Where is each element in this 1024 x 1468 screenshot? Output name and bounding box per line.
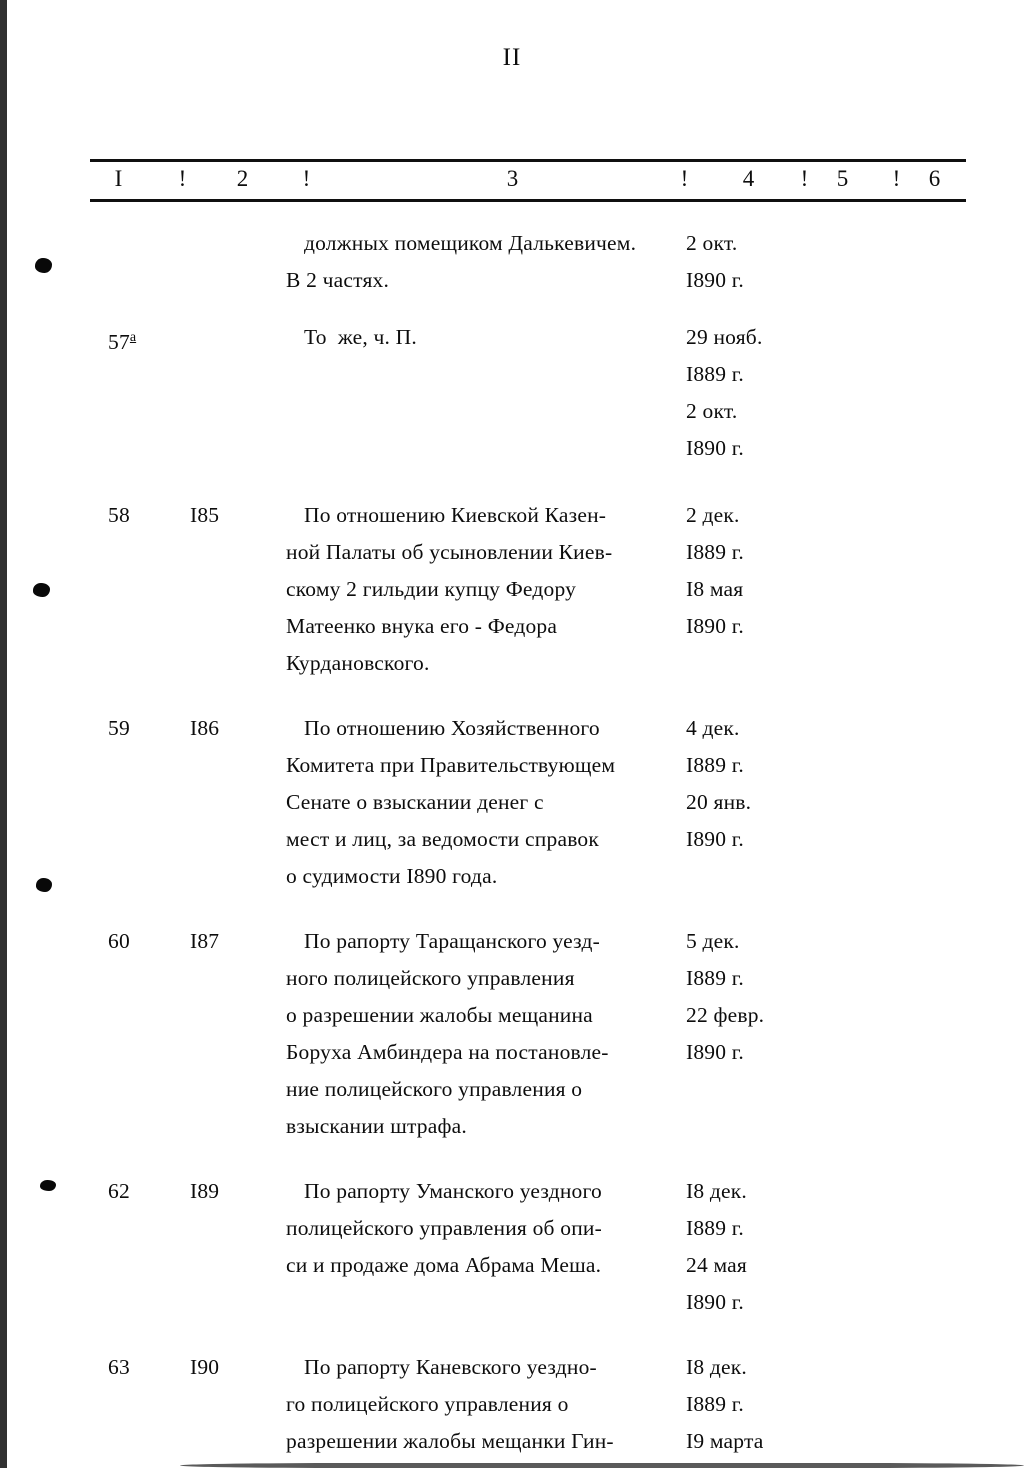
entry-number: 60	[108, 929, 130, 953]
entry-date-line: 2 окт.	[686, 399, 738, 423]
entry-date-line: I8 дек.	[686, 1355, 747, 1379]
entry-description-line: То же, ч. П.	[304, 325, 417, 349]
inventory-entry	[0, 710, 1024, 895]
entry-line	[0, 1349, 1024, 1386]
entry-inventory-number: I85	[190, 503, 220, 527]
column-separator-3: !	[680, 166, 690, 191]
entry-date-line: I889 г.	[686, 966, 744, 990]
column-separator-4: !	[800, 166, 810, 191]
entry-date-line: 20 янв.	[686, 790, 752, 814]
entry-number: 58	[108, 503, 130, 527]
entry-description-line: Комитета при Правительствующем	[286, 753, 616, 777]
entry-description-line: скому 2 гильдии купцу Федору	[286, 577, 577, 601]
entry-gap	[0, 682, 1024, 710]
column-header-row	[90, 166, 966, 198]
inventory-entry	[0, 1349, 1024, 1460]
page-number: II	[502, 44, 522, 71]
entry-description-line: взыскании штрафа.	[286, 1114, 467, 1138]
entry-description-line: о разрешении жалобы мещанина	[286, 1003, 593, 1027]
column-separator-5: !	[892, 166, 902, 191]
entry-line	[0, 1071, 1024, 1108]
entry-gap	[0, 1145, 1024, 1173]
entry-inventory-number: I90	[190, 1355, 220, 1379]
entry-description-line: ного полицейского управления	[286, 966, 575, 990]
inventory-entry	[0, 1173, 1024, 1321]
column-header-1: I	[114, 166, 124, 191]
entry-line	[0, 608, 1024, 645]
entry-line	[0, 997, 1024, 1034]
entry-line	[0, 497, 1024, 534]
entry-date-line: I889 г.	[686, 362, 744, 386]
entry-date-line: I8 мая	[686, 577, 744, 601]
entry-line	[0, 1423, 1024, 1460]
entry-description-line: По рапорту Таращанского уезд-	[304, 929, 600, 953]
entry-gap	[0, 895, 1024, 923]
entry-line	[0, 923, 1024, 960]
entry-number: 63	[108, 1355, 130, 1379]
column-separator-1: !	[178, 166, 188, 191]
entry-inventory-number: I87	[190, 929, 220, 953]
inventory-entry	[0, 497, 1024, 682]
entry-line	[0, 356, 1024, 393]
entry-date-line: I890 г.	[686, 268, 744, 292]
table-rule-top	[90, 159, 966, 162]
entry-description-line: должных помещиком Далькевичем.	[304, 231, 637, 255]
entry-line	[0, 821, 1024, 858]
entry-description-line: полицейского управления об опи-	[286, 1216, 602, 1240]
entry-inventory-number: I86	[190, 716, 220, 740]
entry-number-superscript: а	[129, 330, 137, 345]
entry-line	[0, 1108, 1024, 1145]
entry-description-line: го полицейского управления о	[286, 1392, 569, 1416]
entry-description-line: ной Палаты об усыновлении Киев-	[286, 540, 613, 564]
entry-line	[0, 1034, 1024, 1071]
entry-line	[0, 645, 1024, 682]
scan-edge-bottom	[180, 1463, 1024, 1468]
entry-description-line: Сенате о взыскании денег с	[286, 790, 544, 814]
entry-date-line: I8 дек.	[686, 1179, 747, 1203]
entry-date-line: I889 г.	[686, 540, 744, 564]
entry-gap	[0, 299, 1024, 319]
entry-line	[0, 430, 1024, 467]
entry-description-line: ние полицейского управления о	[286, 1077, 583, 1101]
inventory-entry	[0, 923, 1024, 1145]
entry-line	[0, 784, 1024, 821]
entry-line	[0, 747, 1024, 784]
column-header-4: 4	[742, 166, 756, 191]
entry-line	[0, 319, 1024, 356]
entry-gap	[0, 1321, 1024, 1349]
entry-description-line: си и продаже дома Абрама Меша.	[286, 1253, 602, 1277]
column-header-5: 5	[836, 166, 850, 191]
entry-date-line: 4 дек.	[686, 716, 740, 740]
entry-line	[0, 262, 1024, 299]
entry-line	[0, 225, 1024, 262]
entry-line	[0, 534, 1024, 571]
entry-description-line: мест и лиц, за ведомости справок	[286, 827, 599, 851]
entry-description-line: В 2 частях.	[286, 268, 390, 292]
entry-date-line: 24 мая	[686, 1253, 747, 1277]
column-header-3: 3	[506, 166, 520, 191]
entry-date-line: I890 г.	[686, 1040, 744, 1064]
entry-date-line: I890 г.	[686, 827, 744, 851]
entry-date-line: 2 окт.	[686, 231, 738, 255]
entry-description-line: По отношению Хозяйственного	[304, 716, 600, 740]
entry-line	[0, 858, 1024, 895]
entry-date-line: 2 дек.	[686, 503, 740, 527]
entry-line	[0, 960, 1024, 997]
entry-description-line: Боруха Амбиндера на постановле-	[286, 1040, 609, 1064]
entry-line	[0, 571, 1024, 608]
entry-line	[0, 393, 1024, 430]
entry-number: $57^а$	[108, 330, 137, 355]
entry-description-line: Матеенко внука его - Федора	[286, 614, 558, 638]
entry-description-line: По отношению Киевской Казен-	[304, 503, 607, 527]
entry-gap	[0, 467, 1024, 497]
entry-date-line: 22 февр.	[686, 1003, 765, 1027]
entry-date-line: I889 г.	[686, 1392, 744, 1416]
entry-date-line: 5 дек.	[686, 929, 740, 953]
table-rule-bottom	[90, 199, 966, 202]
column-header-2: 2	[236, 166, 250, 191]
entry-inventory-number: I89	[190, 1179, 220, 1203]
column-header-6: 6	[928, 166, 942, 191]
entry-description-line: Курдановского.	[286, 651, 430, 675]
entry-date-line: I890 г.	[686, 1290, 744, 1314]
inventory-entry-list	[0, 225, 1024, 1460]
entry-line	[0, 1284, 1024, 1321]
entry-date-line: I889 г.	[686, 753, 744, 777]
entry-line	[0, 710, 1024, 747]
entry-number: 59	[108, 716, 130, 740]
entry-description-line: разрешении жалобы мещанки Гин-	[286, 1429, 614, 1453]
entry-description-line: По рапорту Уманского уездного	[304, 1179, 602, 1203]
entry-date-line: I889 г.	[686, 1216, 744, 1240]
entry-description-line: По рапорту Каневского уездно-	[304, 1355, 597, 1379]
entry-line	[0, 1210, 1024, 1247]
entry-description-line: о судимости I890 года.	[286, 864, 498, 888]
entry-line	[0, 1173, 1024, 1210]
entry-number: 62	[108, 1179, 130, 1203]
entry-line	[0, 1247, 1024, 1284]
entry-date-line: 29 нояб.	[686, 325, 763, 349]
inventory-entry	[0, 225, 1024, 299]
inventory-entry	[0, 319, 1024, 467]
entry-date-line: I890 г.	[686, 436, 744, 460]
entry-date-line: I9 марта	[686, 1429, 764, 1453]
column-separator-2: !	[302, 166, 312, 191]
entry-line	[0, 1386, 1024, 1423]
entry-date-line: I890 г.	[686, 614, 744, 638]
